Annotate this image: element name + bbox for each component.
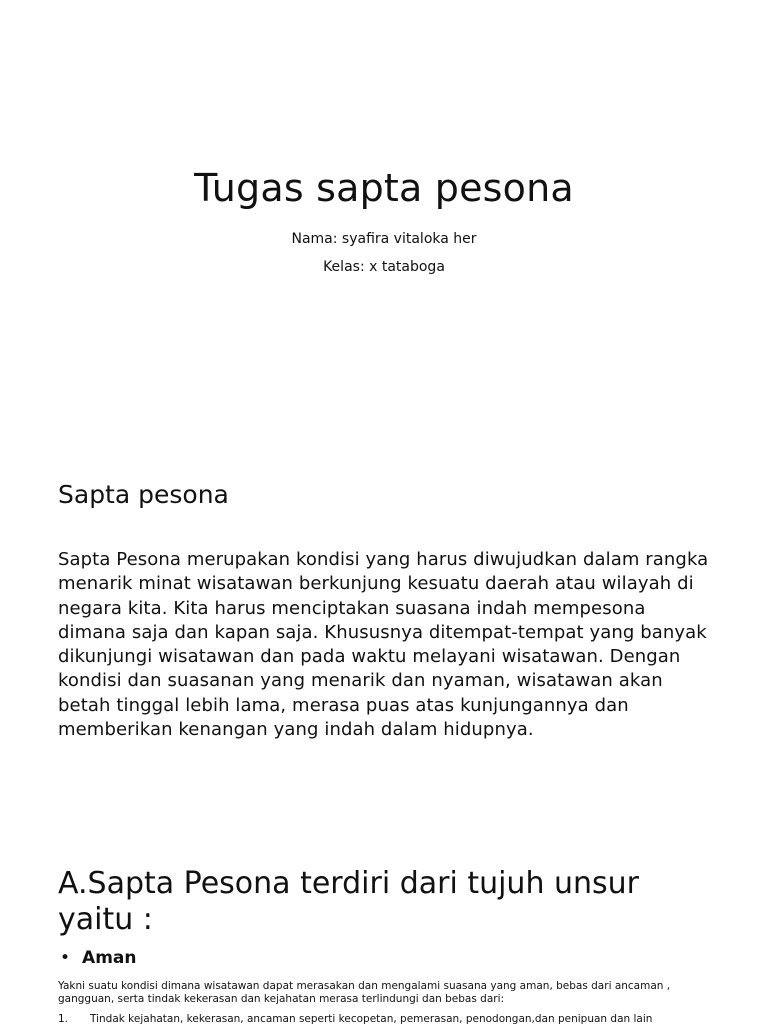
intro-slide — [0, 430, 768, 830]
aman-description: Yakni suatu kondisi dimana wisatawan dapat merasakan dan mengalami suasana yang aman, bebas dari ancaman , gangguan, serta tindak kekerasan dan kejahatan merasa terlindungi dan bebas dari: — [58, 980, 671, 1005]
bullet-dot-icon: • — [60, 948, 71, 968]
elements-slide — [0, 860, 768, 1024]
presentation-title: Tugas sapta pesona — [194, 166, 574, 210]
elements-heading: A.Sapta Pesona terdiri dari tujuh unsur yaitu : — [58, 866, 640, 937]
intro-paragraph: Sapta Pesona merupakan kondisi yang harus diwujudkan dalam rangka menarik minat wisatawan berkunjung kesuatu daerah atau wilayah di negara kita. Kita harus menciptakan suasana indah mempesona dimana saja dan kapan saja. Khususnya ditempat-tempat yang banyak dikunjungi wisatawan dan pada waktu melayani wisatawan. Dengan kondisi dan suasanan yang menarik dan nyaman, wisatawan akan betah tinggal lebih lama, merasa puas atas kunjungannya dan memberikan kenangan yang indah dalam hidupnya. — [58, 549, 709, 741]
author-class: Kelas: x tataboga — [323, 259, 445, 275]
bullet-label: Aman — [82, 948, 137, 968]
list-item — [58, 1013, 738, 1026]
list-number: 1. — [58, 1013, 69, 1025]
bullet-item-aman — [60, 948, 136, 968]
author-name: Nama: syafira vitaloka her — [291, 231, 477, 247]
list-text: Tindak kejahatan, kekerasan, ancaman seperti kecopetan, pemerasan, penodongan,dan penipuan dan lain — [90, 1013, 653, 1025]
section-heading: Sapta pesona — [58, 480, 229, 509]
title-slide — [0, 0, 768, 430]
